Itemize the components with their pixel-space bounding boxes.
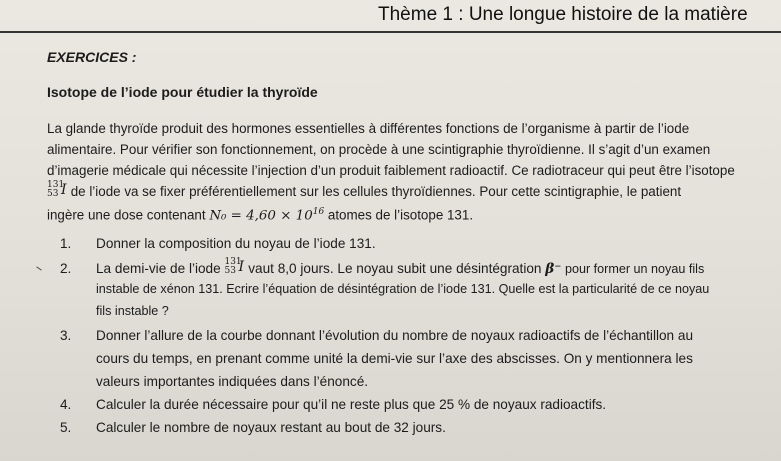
question-item [60, 259, 704, 277]
question-continuation: cours du temps, en prenant comme unité la demi-vie sur l’axe des abscisses. On y mentionnera les [96, 351, 693, 366]
atomic-number: 53 [224, 266, 236, 276]
statement-line [47, 202, 769, 226]
question-number: 2. [60, 261, 72, 276]
statement-line: La glande thyroïde produit des hormones essentielles à différentes fonctions de l’organisme à partir de l’iode [47, 121, 690, 136]
iodine-isotope-symbol [47, 182, 67, 200]
header-rule [0, 31, 781, 33]
question-number: 3. [60, 328, 72, 343]
element-symbol: I [238, 259, 244, 275]
question-text: Donner la composition du noyau de l’iode 131. [96, 236, 376, 251]
exercise-title: Isotope de l’iode pour étudier la thyroïde [47, 84, 318, 100]
statement-line: alimentaire. Pour vérifier son fonctionnement, on procède à une scintigraphie thyroïdienne. Il s’agit d’un examen [47, 142, 711, 157]
statement-line [47, 181, 769, 202]
n0-expression: N₀ = 4,60 × 10 [209, 208, 313, 224]
question-text: Donner l’allure de la courbe donnant l’évolution du nombre de noyaux radioactifs de l’échantillon au [96, 328, 694, 343]
atomic-number: 53 [47, 189, 59, 199]
question-continuation: fils instable ? [96, 304, 169, 318]
statement-line: d’imagerie médicale qui nécessite l’injection d’un produit faiblement radioactif. Ce radiotraceur qui peut être l’isotope [47, 163, 735, 178]
question-number: 5. [60, 420, 72, 435]
statement-text: ingère une dose contenant [47, 207, 210, 223]
page-header [0, 0, 781, 34]
question-number: 4. [60, 397, 72, 412]
question-item [60, 328, 693, 343]
pen-mark [36, 266, 41, 270]
exercise-statement [47, 118, 769, 226]
question-item [60, 236, 376, 251]
element-symbol: I [61, 182, 67, 198]
question-continuation: instable de xénon 131. Ecrire l’équation de désintégration de l’iode 131. Quelle est la particularité de ce noyau [96, 282, 710, 296]
question-text: Calculer la durée nécessaire pour qu’il ne reste plus que 25 % de noyaux radioactifs. [96, 397, 607, 412]
mass-number: 131 [224, 257, 242, 267]
question-continuation: valeurs importantes indiquées dans l’énoncé. [96, 374, 369, 389]
question-text: La demi-vie de l’iode [96, 261, 225, 276]
iodine-isotope-symbol [224, 259, 244, 277]
n0-exponent: 16 [312, 207, 325, 217]
question-item [60, 420, 446, 435]
mass-number: 131 [47, 180, 65, 190]
theme-title: Thème 1 : Une longue histoire de la matière [378, 4, 748, 25]
question-item [60, 397, 606, 412]
statement-text: atomes de l’isotope 131. [324, 207, 474, 223]
beta-minus-symbol: β⁻ [545, 261, 562, 277]
question-text: vaut 8,0 jours. Le noyau subit une désintégration [244, 261, 546, 276]
question-text: Calculer le nombre de noyaux restant au bout de 32 jours. [96, 420, 446, 435]
question-text: pour former un noyau fils [561, 262, 705, 276]
question-number: 1. [60, 236, 72, 251]
statement-text: de l’iode va se fixer préférentiellement sur les cellules thyroïdiennes. Pour cette scintigraphie, le patient [67, 184, 682, 199]
section-label: EXERCICES : [47, 49, 137, 65]
